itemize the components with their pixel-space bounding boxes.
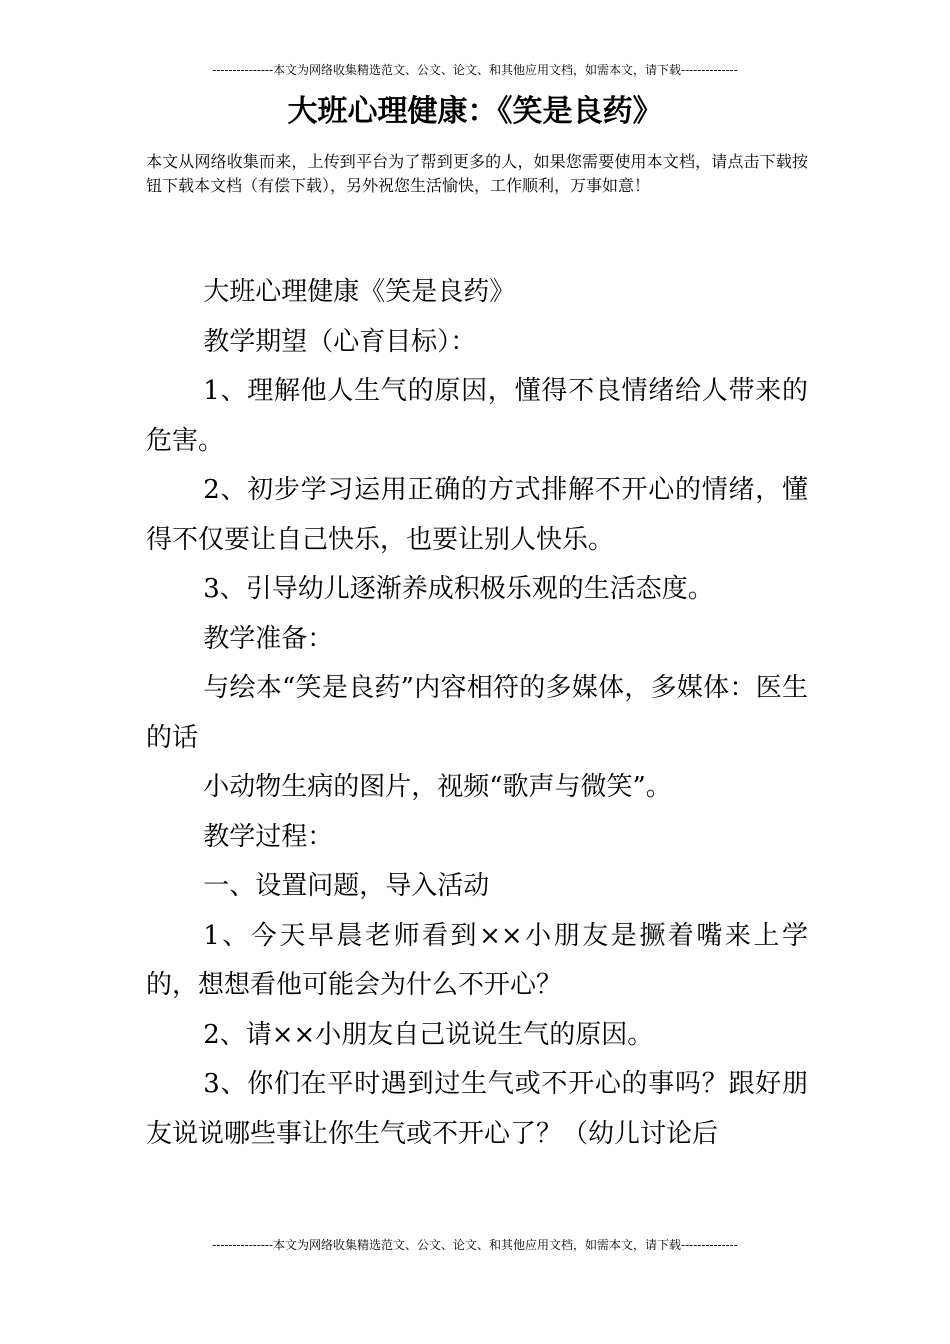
body-paragraph: 教学过程： xyxy=(203,821,334,852)
body-paragraph: 教学准备： xyxy=(203,623,334,654)
body-paragraph: 3、引导幼儿逐渐养成积极乐观的生活态度。 xyxy=(203,574,714,604)
body-paragraph: 1、理解他人生气的原因，懂得不良情绪给人带来的危害。 xyxy=(146,376,808,456)
body-paragraph: 一、设置问题，导入活动 xyxy=(203,871,490,901)
document-body xyxy=(146,268,808,1159)
body-paragraph: 小动物生病的图片，视频“歌声与微笑”。 xyxy=(203,772,672,802)
body-paragraph: 与绘本“笑是良药”内容相符的多媒体，多媒体：医生的话 xyxy=(146,673,808,753)
body-paragraph: 1、今天早晨老师看到××小朋友是撅着嘴来上学的，想想看他可能会为什么不开心？ xyxy=(146,920,808,1000)
page-footer-banner: ---------------本文为网络收集精选范文、公文、论文、和其他应用文档，如需本文，请下载-------------- xyxy=(212,1238,738,1252)
body-paragraph: 2、初步学习运用正确的方式排解不开心的情绪，懂得不仅要让自己快乐，也要让别人快乐。 xyxy=(146,475,808,555)
body-paragraph: 3、你们在平时遇到过生气或不开心的事吗？跟好朋友说说哪些事让你生气或不开心了？（幼儿讨论后 xyxy=(146,1069,808,1149)
body-paragraph: 2、请××小朋友自己说说生气的原因。 xyxy=(203,1019,654,1050)
body-paragraph: 大班心理健康《笑是良药》 xyxy=(203,277,516,307)
page-header-banner: ---------------本文为网络收集精选范文、公文、论文、和其他应用文档，如需本文，请下载-------------- xyxy=(212,63,738,77)
intro-notice: 本文从网络收集而来，上传到平台为了帮到更多的人，如果您需要使用本文档，请点击下载按钮下载本文档（有偿下载），另外祝您生活愉快，工作顺利，万事如意！ xyxy=(146,152,808,195)
body-paragraph: 教学期望（心育目标）： xyxy=(203,326,477,357)
document-title: 大班心理健康：《笑是良药》 xyxy=(287,94,663,129)
